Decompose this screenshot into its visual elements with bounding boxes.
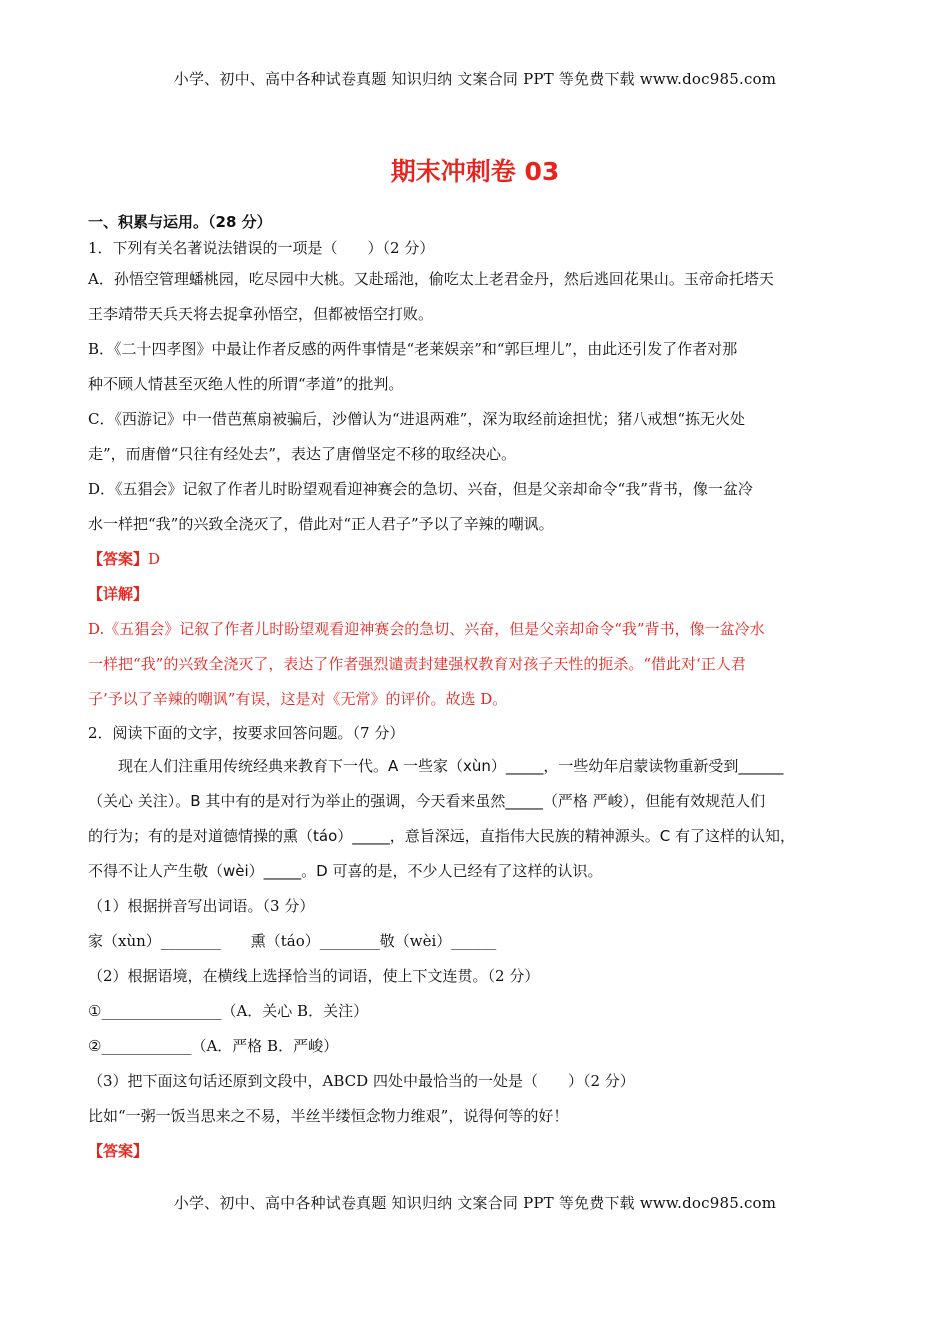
answer-label-2: 【答案】: [88, 1142, 149, 1160]
detail-line-3: 子’予以了辛辣的嘲讽”有误，这是对《无常》的评价。故选 D。: [88, 690, 508, 708]
page-footer: 小学、初中、高中各种试卷真题 知识归纳 文案合同 PPT 等免费下载 www.doc985.com: [173, 1194, 777, 1212]
question-1-stem: 1．下列有关名著说法错误的一项是（ ）（2 分）: [88, 239, 435, 257]
option-a-line1: A．孙悟空管理蟠桃园，吃尽园中大桃。又赴瑶池，偷吃太上老君金丹，然后逃回花果山。玉帝命托塔天: [88, 270, 774, 288]
question-2-stem: 2．阅读下面的文字，按要求回答问题。（7 分）: [88, 724, 405, 742]
sub-question-3: （3）把下面这句话还原到文段中，ABCD 四处中最恰当的一处是（ ）（2 分）: [88, 1072, 635, 1090]
passage-line-2: （关心 关注）。B 其中有的是对行为举止的强调，今天看来虽然_____（严格 严峻），但能有效规范人们: [88, 792, 766, 810]
sub-question-3-sentence: 比如“一粥一饭当思来之不易，半丝半缕恒念物力维艰”，说得何等的好！: [88, 1107, 569, 1125]
detail-label: 【详解】: [88, 585, 149, 603]
section-heading: 一、积累与运用。（28 分）: [88, 213, 272, 231]
answer-value: D: [148, 550, 161, 568]
page-title: 期末冲刺卷 03: [390, 157, 560, 186]
sub-question-2-item-1: ①________________（A．关心 B．关注）: [88, 1002, 369, 1020]
answer-row: [88, 542, 864, 577]
passage-line-1: 现在人们注重用传统经典来教育下一代。A 一些家（xùn）_____，一些幼年启蒙读物重新受到______: [118, 757, 784, 775]
sub-question-1-blanks: 家（xùn）________ 熏（táo）________敬（wèi）______: [88, 932, 497, 950]
document-body: [88, 210, 864, 1169]
page-header: 小学、初中、高中各种试卷真题 知识归纳 文案合同 PPT 等免费下载 www.doc985.com: [173, 70, 777, 88]
option-d-line1: D．《五猖会》记叙了作者儿时盼望观看迎神赛会的急切、兴奋，但是父亲却命令“我”背书，像一盆冷: [88, 480, 753, 498]
passage-line-4: 不得不让人产生敬（wèi）_____。D 可喜的是，不少人已经有了这样的认识。: [88, 862, 603, 880]
answer-label: 【答案】: [88, 550, 149, 568]
detail-line-1: D.《五猖会》记叙了作者儿时盼望观看迎神赛会的急切、兴奋，但是父亲却命令“我”背书，像一盆冷水: [88, 620, 765, 638]
sub-question-2-item-2: ②____________（A．严格 B．严峻）: [88, 1037, 339, 1055]
sub-question-2: （2）根据语境，在横线上选择恰当的词语，使上下文连贯。（2 分）: [88, 967, 540, 985]
sub-question-1: （1）根据拼音写出词语。（3 分）: [88, 897, 315, 915]
detail-line-2: 一样把“我”的兴致全浇灭了，表达了作者强烈谴责封建强权教育对孩子天性的扼杀。“借此对‘正人君: [88, 655, 746, 673]
option-b-line1: B．《二十四孝图》中最让作者反感的两件事情是“老莱娱亲”和“郭巨埋儿”，由此还引发了作者对那: [88, 340, 738, 358]
option-b-line2: 种不顾人情甚至灭绝人性的所谓“孝道”的批判。: [88, 375, 404, 393]
option-c-line2: 走”，而唐僧“只往有经处去”，表达了唐僧坚定不移的取经决心。: [88, 445, 517, 463]
option-a-line2: 王李靖带天兵天将去捉拿孙悟空，但都被悟空打败。: [88, 305, 434, 323]
passage-line-3: 的行为；有的是对道德情操的熏（táo）_____，意旨深远，直指伟大民族的精神源头。C 有了这样的认知，: [88, 827, 795, 845]
option-d-line2: 水一样把“我”的兴致全浇灭了，借此对“正人君子”予以了辛辣的嘲讽。: [88, 515, 554, 533]
option-c-line1: C．《西游记》中一借芭蕉扇被骗后，沙僧认为“进退两难”，深为取经前途担忧；猪八戒想“拣无火处: [88, 410, 745, 428]
